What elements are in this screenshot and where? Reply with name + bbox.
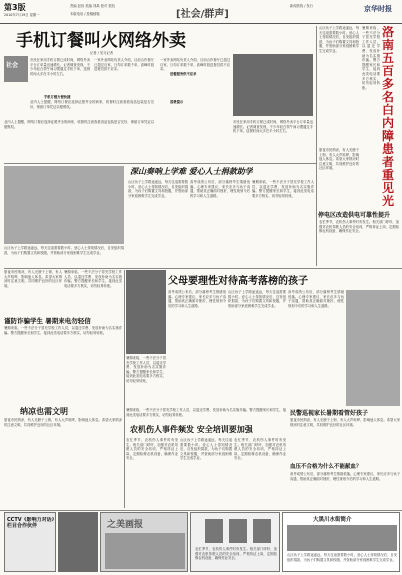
right-body-3: 夏夜市民纳凉，有人光膀子上街，有人大声喧哗，影响他人休息。希望大家纳凉时注意文明，共同维护良好的社区环境。	[319, 148, 359, 171]
main-body-col3: 业内人士提醒，网络订餐应选择证照齐全的商家，收餐时注意查看食品包装是否完好，保留订单凭证以便维权。	[30, 100, 154, 109]
cctv-ad-title: CCTV《影响力对话》栏目合作伙伴	[7, 517, 55, 529]
farm-body-2: 山区孩子上学路途遥远，每天往返需要数小时。爱心人士得知情况后，自发组织捐款，为孩子们购置文具和校服，并资助部分家庭困难学生完成学业。	[180, 438, 232, 461]
date-line: 2010年7月19日 星期一	[4, 13, 40, 17]
main-body-col4: 一家外卖网站负责人介绍，目前合作餐厅已超过百家，日均订单数千单，高峰时段送餐员供不应求。	[160, 58, 230, 72]
right-intro: 山区孩子上学路途遥远，每天往返需要数小时。爱心人士得知情况后，自发组织捐款，为孩子们购置文具和校服，并资助部分家庭困难学生完成学业。	[319, 26, 359, 53]
ad-mid	[100, 512, 188, 572]
main-body-col1: 市民在家用手机订餐已成时尚，网络外卖平台订单量迅速增长。记者调查发现，不少年轻白领午间习惯通过手机下单，送餐时间大多在半小时左右。	[30, 58, 90, 76]
parents-photo	[126, 270, 166, 354]
parents-title: 父母要理性对待高考落榜的孩子	[168, 276, 308, 287]
deep-body-3: 暑期来临，一些不法分子冒充学校工作人员，以退还学费、发放补助为名实施诈骗。警方提醒家长和学生，接到此类电话要多方核实，切勿轻易转账。	[252, 180, 314, 198]
farm-title: 农机伤人事件频发 安全培训要加强	[130, 425, 253, 434]
parents-body-1: 高考成绩公布后，部分落榜考生情绪低落。心理专家建议，家长应多与孩子沟通，帮助其正确面对挫折，理性规划今后的学习和人生道路。	[168, 290, 226, 308]
deep-caption: 山区孩子上学路途遥远，每天往返需要数小时。爱心人士得知情况后，自发组织捐款，为孩子们购置文具和校服，并资助部分家庭困难学生完成学业。	[4, 246, 124, 255]
cctv-ad	[4, 512, 56, 572]
main-photo	[233, 54, 313, 116]
deep-body-1: 山区孩子上学路途遥远，每天往返需要数小时。爱心人士得知情况后，自发组织捐款，为孩子们购置文具和校服，并资助部分家庭困难学生完成学业。	[128, 180, 188, 198]
ad-mid-image	[105, 533, 185, 569]
main-title: 手机订餐叫火网络外卖	[16, 31, 186, 51]
right-mid-photo	[346, 290, 400, 406]
farm-body-1: 农忙季节，农机伤人事件时有发生。相关部门呼吁，加强对农机驾驶人员的安全培训，严格持证上岗，定期检修农机设备，确保作业安全。	[126, 438, 178, 461]
left-lower-body-1: 夏夜市民纳凉，有人光膀子上街，有人大声喧哗，影响他人休息。希望大家纳凉时注意文明，共同维护良好的社区环境。	[4, 270, 62, 288]
parents-body-3: 高考成绩公布后，部分落榜考生情绪低落。心理专家建议，家长应多与孩子沟通，帮助其正确面对挫折，理性规划今后的学习和人生道路。	[288, 290, 344, 308]
main-subhead-3: 消费提示	[170, 100, 184, 104]
right-sub-title: 停电区改造供电可靠性提升	[318, 212, 391, 219]
section-title: [社会/群声]	[176, 9, 229, 20]
ad-mid-text: 之美画报	[107, 520, 144, 530]
portrait-2	[229, 519, 247, 543]
lower-left-divider	[124, 270, 125, 508]
cool-body: 夏夜市民纳凉，有人光膀子上街，有人大声喧哗，影响他人休息。希望大家纳凉时注意文明，共同维护良好的社区环境。	[4, 418, 122, 427]
page-number: 第3版	[4, 3, 26, 12]
ad-portraits	[190, 512, 280, 572]
header-bar	[0, 0, 402, 24]
farm-body-3: 农忙季节，农机伤人事件时有发生。相关部门呼吁，加强对农机驾驶人员的安全培训，严格持证上岗，定期检修农机设备，确保作业安全。	[234, 438, 286, 461]
police-title: 民警巡视家长暑期看管好孩子	[290, 410, 369, 417]
farm-body-4: 暑期来临，一些不法分子冒充学校工作人员，以退还学费、发放补助为名实施诈骗。警方提醒家长和学生，接到此类电话要多方核实，切勿轻易转账。	[126, 408, 286, 417]
ad-portraits-text: 农忙季节，农机伤人事件时有发生。相关部门呼吁，加强对农机驾驶人员的安全培训，严格持证上岗，定期检修农机设备，确保作业安全。	[195, 547, 277, 561]
main-subhead-1: 手机订餐方便快捷	[44, 95, 71, 99]
ad-right-image	[287, 525, 397, 551]
cool-title: 纳凉也需文明	[20, 407, 68, 416]
deep-top-line	[4, 163, 316, 164]
header-misc: 新闻热线 / 发行	[290, 4, 313, 8]
ad-photo-1	[58, 512, 98, 572]
parents-body-2: 山区孩子上学路途遥远，每天往返需要数小时。爱心人士得知情况后，自发组织捐款，为孩子们购置文具和校服，并资助部分家庭困难学生完成学业。	[228, 290, 286, 308]
main-side-graphic: 社会	[4, 56, 28, 82]
deep-body-2: 高考成绩公布后，部分落榜考生情绪低落。心理专家建议，家长应多与孩子沟通，帮助其正确面对挫折，理性规划今后的学习和人生道路。	[190, 180, 250, 198]
right-sub-body: 农忙季节，农机伤人事件时有发生。相关部门呼吁，加强对农机驾驶人员的安全培训，严格持证上岗，定期检修农机设备，确保作业安全。	[319, 220, 399, 234]
left-col-body: 暑期来临，一些不法分子冒充学校工作人员，以退还学费、发放补助为名实施诈骗。警方提醒家长和学生，接到此类电话要多方核实，切勿轻易转账。	[4, 326, 122, 335]
deep-photo	[4, 166, 124, 244]
left-lower-body-2: 暑期来临，一些不法分子冒充学校工作人员，以退还学费、发放补助为名实施诈骗。警方提醒家长和学生，接到此类电话要多方核实，切勿轻易转账。	[64, 270, 122, 288]
main-body-col2: 一家外卖网站负责人介绍，目前合作餐厅已超过百家，日均订单数千单，高峰时段送餐员供不应求。	[94, 58, 154, 72]
right-body-2: 暑期来临，一些不法分子冒充学校工作人员，以退还学费、发放补助为名实施诈骗。警方提醒家长和学生，接到此类电话要多方核实，切勿轻易转账。	[362, 26, 380, 90]
blood-title: 血压不合格为什么不能献血？	[290, 464, 362, 470]
main-body-col6: 业内人士提醒，网络订餐应选择证照齐全的商家，收餐时注意查看食品包装是否完好，保留订单凭证以便维权。	[4, 120, 154, 129]
main-subhead-2: 送餐服务供不应求	[170, 72, 197, 76]
police-body: 夏夜市民纳凉，有人光膀子上街，有人大声喧哗，影响他人休息。希望大家纳凉时注意文明，共同维护良好的社区环境。	[290, 418, 400, 427]
main-body-col5: 市民在家用手机订餐已成时尚，网络外卖平台订单量迅速增长。记者调查发现，不少年轻白领午间习惯通过手机下单，送餐时间大多在半小时左右。	[233, 120, 313, 134]
deep-title: 深山奏响上学难 爱心人士捐款助学	[130, 167, 253, 176]
editor-line: 责编 赵伟 美编 刘禹 校对 张凯	[70, 4, 115, 8]
paper-name: 京华时报	[364, 5, 392, 13]
blood-body: 高考成绩公布后，部分落榜考生情绪低落。心理专家建议，家长应多与孩子沟通，帮助其正确面对挫折，理性规划今后的学习和人生道路。	[290, 472, 400, 481]
portrait-1	[205, 519, 223, 543]
main-kicker: 记者 / 见习记者	[90, 51, 113, 55]
lower-top-line	[4, 268, 402, 269]
ads-top-line	[0, 510, 402, 511]
vertical-title: 洛南五百多名白内障患者重见光	[382, 26, 395, 206]
ad-right-title: 大黑川水街简介	[313, 517, 352, 523]
ad-right-body: 山区孩子上学路途遥远，每天往返需要数小时。爱心人士得知情况后，自发组织捐款，为孩子们购置文具和校服，并资助部分家庭困难学生完成学业。	[287, 553, 397, 562]
parents-body-4: 暑期来临，一些不法分子冒充学校工作人员，以退还学费、发放补助为名实施诈骗。警方提醒家长和学生，接到此类电话要多方核实，切勿轻易转账。	[126, 356, 166, 383]
right-divider	[316, 26, 317, 266]
editor-line-2: 本版电话 / 投稿邮箱	[70, 12, 100, 16]
left-col-title: 谨防诈骗学生 暑期来电勿轻信	[4, 317, 91, 325]
portrait-3	[253, 519, 271, 543]
ad-right	[282, 512, 400, 572]
